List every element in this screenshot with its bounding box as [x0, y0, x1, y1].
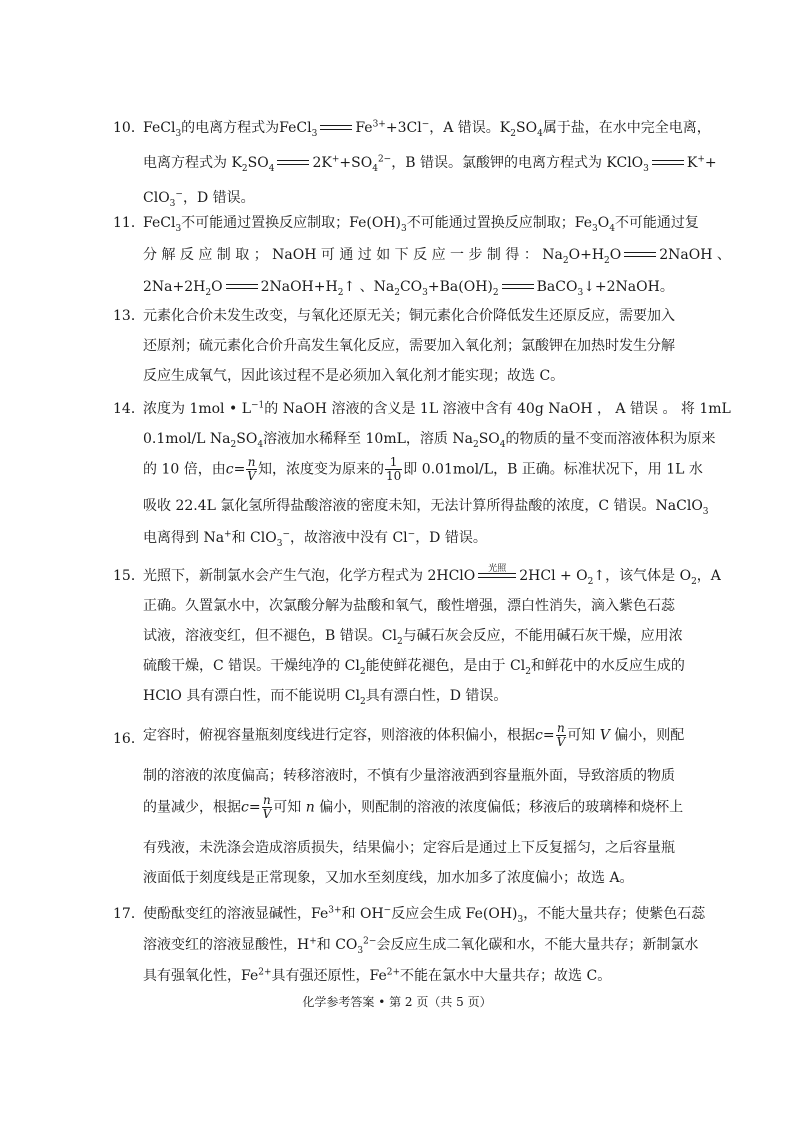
answer-14-line-3: 的 10 倍，由c= $\frac{n}{V}$ 知，浓度变为原来的 $\frac{1}{10}$ 即 0.01mol/L，B 正确。标准状况下，用 1L 水: [143, 455, 703, 483]
answer-17-line-3: 具有强氧化性，$Fe^{2+}$具有强还原性，$Fe^{2+}$不能在氯水中大量共存；故选 C。: [143, 967, 612, 984]
answer-16-line-2: 制的溶液的浓度偏高；转移溶液时，不慎有少量溶液洒到容量瓶外面，导致溶质的物质: [143, 768, 675, 784]
answer-14-line-5: 电离得到 Na+和 ClO$_3$−，故溶液中没有 Cl−，D 错误。: [143, 529, 487, 549]
answer-15-line-5: HClO 具有漂白性，而不能说明 $Cl_2$具有漂白性，D 错误。: [143, 688, 508, 707]
answer-10-line-3: ClO$_3$−，D 错误。: [143, 189, 255, 209]
answer-11-line-2: 分 解 反 应 制 取 ； NaOH 可 通 过 如 下 反 应 一 步 制 得 ： $Na_2O+H_2O$ 2NaOH 、: [143, 247, 731, 266]
answer-14-line-4: 吸收 22.4L 氯化氢所得盐酸溶液的密度未知，无法计算所得盐酸的浓度，C 错误。NaClO$_3$: [143, 498, 709, 517]
question-number: 11．: [113, 215, 145, 231]
question-number: 13．: [113, 308, 145, 324]
answer-14-line-1: 浓度为 1mol • $L^{-1}$的 NaOH 溶液的含义是 1L 溶液中含有 40g NaOH ， A 错误 。 将 1mL: [143, 400, 731, 417]
answer-17-line-2: 溶液变红的溶液显酸性，H+和 $CO_3^{2-}$会反应生成二氧化碳和水，不能大量共存；新制氯水: [143, 936, 699, 956]
fraction-n-over-v: $\frac{n}{V}$: [262, 793, 272, 821]
answer-17-line-1: 使酚酞变红的溶液显碱性，$Fe^{3+}$和 OH−反应会生成 $Fe(OH)_3$，不能大量共存；使紫色石蕊: [143, 905, 706, 925]
answer-15-line-3: 试液，溶液变红，但不褪色，B 错误。$Cl_2$与碱石灰会反应，不能用碱石灰干燥，应用浓: [143, 628, 683, 647]
answer-16-line-3: 的量减少，根据c= $\frac{n}{V}$ 可知 n 偏小，则配制的溶液的浓度偏低；移液后的玻璃棒和烧杯上: [143, 793, 684, 821]
fraction-n-over-v: $\frac{n}{V}$: [556, 721, 566, 749]
question-number: 16．: [113, 731, 145, 747]
answer-16-line-5: 液面低于刻度线是正常现象，又加水至刻度线，加水加多了浓度偏小；故选 A。: [143, 870, 634, 886]
answer-13-line-2: 还原剂；硫元素化合价升高发生氧化反应，需要加入氧化剂；氯酸钾在加热时发生分解: [143, 338, 675, 354]
answer-13-line-1: 元素化合价未发生改变，与氧化还原无关；铜元素化合价降低发生还原反应，需要加入: [143, 308, 675, 324]
answer-15-line-4: 硫酸干燥，C 错误。干燥纯净的 $Cl_2$能使鲜花褪色，是由于 $Cl_2$和鲜花中的水反应生成的: [143, 658, 685, 677]
reaction-condition: 光照: [488, 564, 507, 574]
answer-16-line-1: 定容时，俯视容量瓶刻度线进行定容，则溶液的体积偏小，根据c= $\frac{n}{V}$ 可知 V 偏小，则配: [143, 721, 685, 749]
answer-14-line-2: 0.1mol/L $Na_2SO_4$溶液加水稀释至 10mL，溶质 $Na_2SO_4$的物质的量不变而溶液体积为原来: [143, 431, 716, 450]
answer-11-line-3: $2Na+2H_2O$ $2NaOH+H_2↑$ 、$Na_2CO_3+Ba(OH)_2$ BaCO$_3$↓+2NaOH。: [143, 279, 674, 298]
answer-15-line-1: 光照下，新制氯水会产生气泡，化学方程式为 2HClO 光照 $2HCl + O_2↑$，该气体是 $O_2$，A: [143, 565, 721, 585]
question-number: 10．: [113, 120, 145, 136]
answer-16-line-4: 有残液，未洗涤会造成溶质损失，结果偏小；定容后是通过上下反复摇匀，之后容量瓶: [143, 840, 675, 856]
answer-13-line-3: 反应生成氧气，因此该过程不是必须加入氧化剂才能实现；故选 C。: [143, 368, 565, 384]
question-number: 17．: [113, 906, 145, 922]
answer-11-line-1: FeCl$_3$不可能通过置换反应制取；$Fe(OH)_3$不可能通过置换反应制取；$Fe_3O_4$不可能通过复: [143, 215, 699, 234]
fraction-one-tenth: $\frac{1}{10}$: [385, 455, 402, 483]
fraction-n-over-v: $\frac{n}{V}$: [247, 455, 256, 483]
answer-10-line-1: FeCl$_3$的电离方程式为FeCl$_3$ $Fe^{3+}+3Cl^-$，A 错误。$K_2SO_4$属于盐，在水中完全电离，: [143, 119, 711, 139]
answer-15-line-2: 正确。久置氯水中，次氯酸分解为盐酸和氧气，酸性增强，漂白性消失，滴入紫色石蕊: [143, 598, 675, 614]
question-number: 14．: [113, 401, 145, 417]
page-footer: 化学参考答案 • 第 2 页（共 5 页）: [302, 995, 492, 1009]
question-number: 15．: [113, 568, 145, 584]
answer-10-line-2: 电离方程式为 $K_2SO_4$ $2K^++SO_4^{2-}$，B 错误。氯酸钾的电离方程式为 KClO$_3$ K++: [143, 154, 717, 174]
